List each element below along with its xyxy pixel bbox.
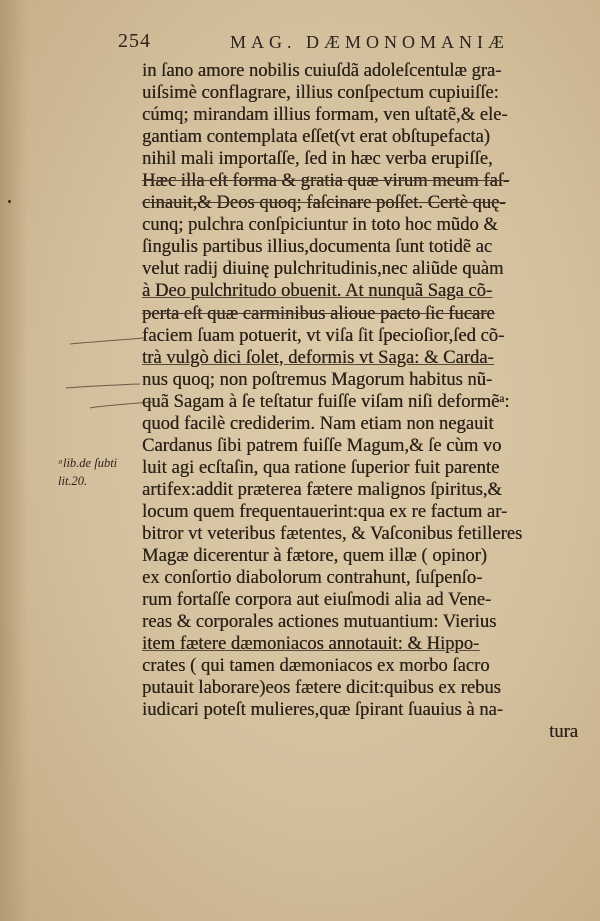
text-line: faciem ſuam potuerit, vt viſa ſit ſpecioſior,ſed cõ- <box>142 324 505 346</box>
text-line-struck: perta eſt quæ carminibus alioue pacto ſic fucare <box>142 302 495 324</box>
text-line: nihil mali importaſſe, ſed in hæc verba erupiſſe, <box>142 148 493 170</box>
text-line: cunq; pulchra conſpiciuntur in toto hoc mũdo & <box>142 214 498 236</box>
page-number: 254 <box>118 30 151 52</box>
text-line: artifex:addit præterea fætere malignos ſpiritus,& <box>142 478 502 500</box>
text-line: nus quoq; non poſtremus Magorum habitus nũ- <box>142 368 493 390</box>
text-line-struck: Hæc illa eſt forma & gratia quæ virum meum faſ- <box>142 170 510 192</box>
text-line-struck: cinauit,& Deos quoq; faſcinare poſſet. Certè quę- <box>142 192 506 214</box>
body-text <box>142 60 586 743</box>
page-header <box>118 30 578 60</box>
text-line: bitror vt veteribus fætentes, & Vaſconibus fetilleres <box>142 522 523 544</box>
text-line: reas & corporales actiones mutuantium: Vierius <box>142 611 497 633</box>
marginal-note-line: lit.20. <box>58 474 88 488</box>
marginal-note <box>58 454 138 490</box>
text-line: uiſsimè conflagrare, illius conſpectum cupiuiſſe: <box>142 82 499 104</box>
text-line: luit agi ecſtaſin, qua ratione ſuperior fuit parente <box>142 456 500 478</box>
catchword: tura <box>549 721 578 743</box>
text-line-underlined: item fætere dæmoniacos annotauit: & Hippo- <box>142 633 480 655</box>
marginal-note-line: ᵃlib.de ſubti <box>58 456 118 470</box>
text-line-underlined: à Deo pulchritudo obuenit. At nunquã Saga cõ- <box>142 280 493 302</box>
text-line: ſingulis partibus illius,documenta ſunt totidẽ ac <box>142 236 493 258</box>
text-line: locum quem frequentauerint:qua ex re factum ar- <box>142 500 508 522</box>
text-line: in ſano amore nobilis cuiuſdã adoleſcentulæ gra- <box>142 60 502 81</box>
text-line: putauit laborare)eos fætere dicit:quibus ex rebus <box>142 677 501 699</box>
text-line: Cardanus ſibi patrem fuiſſe Magum,& ſe cùm vo <box>142 434 502 456</box>
text-line: Magæ dicerentur à fætore, quem illæ ( opinor) <box>142 545 487 567</box>
text-line: quã Sagam à ſe teſtatur fuiſſe viſam niſi deformẽᵃ: <box>142 390 510 412</box>
text-line: gantiam contemplata eſſet(vt erat obſtupefacta) <box>142 126 490 148</box>
running-head: MAG. DÆMONOMANIÆ <box>230 32 510 52</box>
text-line: iudicari poteſt mulieres,quæ ſpirant ſuauius à na- <box>142 699 503 721</box>
text-line: cúmq; mirandam illius formam, ven uſtatẽ,& ele- <box>142 104 508 126</box>
text-line: quod facilè crediderim. Nam etiam non negauit <box>142 412 494 434</box>
text-line-underlined: trà vulgò dici ſolet, deformis vt Saga: & Carda- <box>142 346 494 368</box>
ink-spot <box>8 200 11 203</box>
text-line: crates ( qui tamen dæmoniacos ex morbo ſacro <box>142 655 490 677</box>
text-line: rum fortaſſe corpora aut eiuſmodi alia ad Vene- <box>142 589 492 611</box>
text-line: velut radij diuinę pulchritudinis,nec aliũde quàm <box>142 258 504 280</box>
text-line: ex conſortio diabolorum contrahunt, ſuſpenſo- <box>142 567 483 589</box>
